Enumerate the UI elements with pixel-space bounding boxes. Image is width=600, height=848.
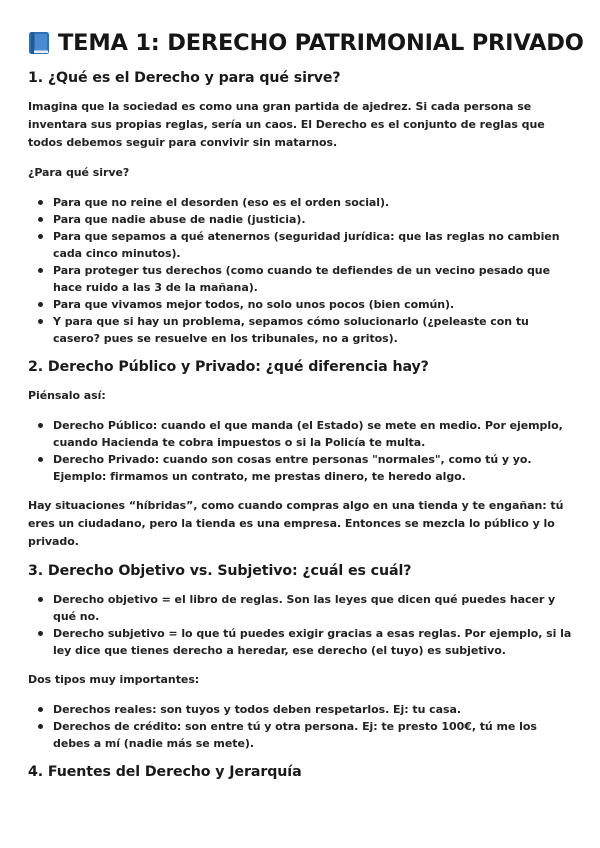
section-heading-1: 1. ¿Qué es el Derecho y para qué sirve? <box>28 70 341 86</box>
section-heading-4: 4. Fuentes del Derecho y Jerarquía <box>28 764 302 780</box>
list-item: Para que vivamos mejor todos, no solo unos pocos (bien común). <box>28 296 572 313</box>
list-item: Derecho Público: cuando el que manda (el Estado) se mete en medio. Por ejemplo, cuando Hacienda te cobra impuestos o si la Policía te multa. <box>28 417 572 451</box>
section-heading-2: 2. Derecho Público y Privado: ¿qué diferencia hay? <box>28 359 429 375</box>
list-item: Derecho Privado: cuando son cosas entre personas "normales", como tú y yo. Ejemplo: firmamos un contrato, me prestas dinero, te heredo algo. <box>28 451 572 485</box>
list-item: Para que sepamos a qué atenernos (seguridad jurídica: que las reglas no cambien cada cinco minutos). <box>28 228 572 262</box>
list-item: Derecho subjetivo = lo que tú puedes exigir gracias a esas reglas. Por ejemplo, si la ley dice que tienes derecho a heredar, ese derecho (el tuyo) es subjetivo. <box>28 625 572 659</box>
document-title-row <box>28 30 584 56</box>
section-3-list-2 <box>28 701 572 752</box>
section-2-outro: Hay situaciones “híbridas”, como cuando compras algo en una tienda y te engañan: tú eres un ciudadano, pero la tienda es una empresa. Entonces se mezcla lo público y lo privado. <box>28 499 564 548</box>
section-heading-3: 3. Derecho Objetivo vs. Subjetivo: ¿cuál es cuál? <box>28 563 412 579</box>
section-1-list <box>28 194 572 347</box>
section-3-list <box>28 591 572 659</box>
section-1-intro: Imagina que la sociedad es como una gran partida de ajedrez. Si cada persona se inventara sus propias reglas, sería un caos. El Derecho es el conjunto de reglas que todos debemos seguir para convivir sin matarnos. <box>28 100 545 149</box>
section-3-subheading: Dos tipos muy importantes: <box>28 673 200 686</box>
section-2-list <box>28 417 572 485</box>
section-1-subheading: ¿Para qué sirve? <box>28 166 130 179</box>
page-title: TEMA 1: DERECHO PATRIMONIAL PRIVADO <box>58 30 584 56</box>
list-item: Derechos de crédito: son entre tú y otra persona. Ej: te presto 100€, tú me los debes a mí (nadie más se mete). <box>28 718 572 752</box>
list-item: Para proteger tus derechos (como cuando te defiendes de un vecino pesado que hace ruido a las 3 de la mañana). <box>28 262 572 296</box>
list-item: Derechos reales: son tuyos y todos deben respetarlos. Ej: tu casa. <box>28 701 572 718</box>
book-icon <box>28 31 50 55</box>
list-item: Para que nadie abuse de nadie (justicia). <box>28 211 572 228</box>
list-item: Derecho objetivo = el libro de reglas. Son las leyes que dicen qué puedes hacer y qué no. <box>28 591 572 625</box>
list-item: Y para que si hay un problema, sepamos cómo solucionarlo (¿peleaste con tu casero? pues se resuelve en los tribunales, no a gritos). <box>28 313 572 347</box>
list-item: Para que no reine el desorden (eso es el orden social). <box>28 194 572 211</box>
section-2-intro: Piénsalo así: <box>28 389 106 402</box>
